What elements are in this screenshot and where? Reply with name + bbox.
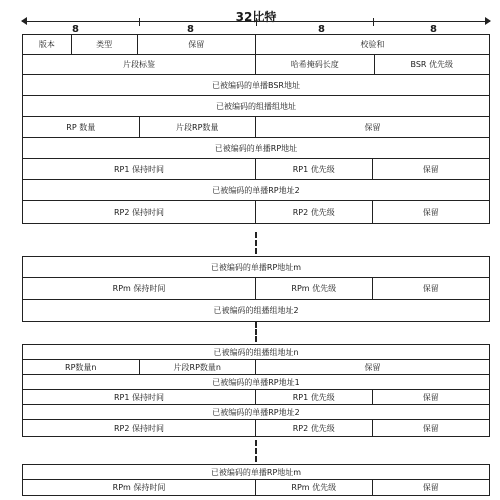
field-row <box>23 55 489 75</box>
field-rp-priority: RP1 优先级 <box>256 390 373 404</box>
field-rp-address: 已被编码的单播RP地址1 <box>212 377 300 387</box>
bit-count-3: 8 <box>318 24 325 35</box>
field-reserved: 保留 <box>364 122 381 132</box>
field-rp-holdtime: RPm 保持时间 <box>23 278 256 299</box>
field-rp-address: 已被编码的单播RP地址 <box>214 143 298 153</box>
field-reserved: 保留 <box>422 284 439 293</box>
field-row <box>23 159 489 180</box>
field-rp-holdtime: RPm 保持时间 <box>23 480 256 495</box>
field-rp-priority: RP1 优先级 <box>256 159 373 179</box>
field-bsr-priority: BSR 优先级 <box>410 60 454 69</box>
field-row <box>23 257 489 278</box>
field-version: 版本 <box>23 35 72 54</box>
continuation-dots <box>255 232 257 254</box>
field-reserved: 保留 <box>422 207 439 217</box>
field-rp-holdtime: RP1 保持时间 <box>23 159 256 179</box>
field-rp-address: 已被编码的单播RP地址m <box>210 467 302 477</box>
field-row <box>23 300 489 321</box>
field-row <box>23 345 489 360</box>
field-rp-priority: RPm 优先级 <box>256 480 373 495</box>
field-group-address: 已被编码的组播组地址2 <box>213 306 299 315</box>
field-rp-priority: RP2 优先级 <box>256 420 373 436</box>
field-row <box>23 117 489 138</box>
field-row <box>23 35 489 55</box>
width-title: 32比特 <box>235 10 277 24</box>
continuation-dots <box>255 440 257 462</box>
field-row <box>23 360 489 375</box>
field-fragment-tag: 片段标鉴 <box>23 55 256 74</box>
ruler-tick <box>139 18 140 26</box>
field-reserved: 保留 <box>422 483 439 492</box>
arrow-left-icon <box>21 17 27 25</box>
arrow-right-icon <box>485 17 491 25</box>
bit-count-4: 8 <box>430 24 437 35</box>
bit-count-2: 8 <box>187 24 194 35</box>
field-row <box>23 278 489 300</box>
field-group-address: 已被编码的组播组地址n <box>213 347 299 357</box>
field-row <box>23 480 489 495</box>
packet-section-groupn-tail <box>22 464 490 496</box>
field-rp-address: 已被编码的单播RP地址2 <box>212 407 300 417</box>
field-row <box>23 180 489 201</box>
field-checksum: 校验和 <box>360 40 385 49</box>
field-frag-rp-count: 片段RP数量 <box>140 117 257 137</box>
field-frag-rp-count: 片段RP数量n <box>140 360 257 374</box>
packet-section-main <box>22 34 490 224</box>
field-row <box>23 375 489 390</box>
field-reserved: 保留 <box>138 35 257 54</box>
field-row <box>23 201 489 223</box>
field-rp-address: 已被编码的单播RP地址2 <box>212 185 300 195</box>
field-row <box>23 465 489 480</box>
field-row <box>23 138 489 159</box>
field-type: 类型 <box>72 35 138 54</box>
field-reserved: 保留 <box>422 164 439 174</box>
field-row <box>23 405 489 420</box>
field-row <box>23 420 489 436</box>
ruler-tick <box>256 18 257 26</box>
packet-section-group1-tail <box>22 256 490 322</box>
field-rp-priority: RPm 优先级 <box>256 278 373 299</box>
field-rp-holdtime: RP2 保持时间 <box>23 420 256 436</box>
field-row <box>23 75 489 96</box>
field-hash-mask-length: 哈希掩码长度 <box>256 55 375 74</box>
field-row <box>23 390 489 405</box>
field-bsr-address: 已被编码的单播BSR地址 <box>212 80 300 90</box>
ruler-tick <box>373 18 374 26</box>
field-row <box>23 96 489 117</box>
field-rp-count: RP数量n <box>23 360 140 374</box>
field-reserved: 保留 <box>364 362 381 372</box>
continuation-dots <box>255 322 257 342</box>
field-rp-address: 已被编码的单播RP地址m <box>210 262 302 272</box>
bit-count-1: 8 <box>72 24 79 35</box>
field-rp-priority: RP2 优先级 <box>256 201 373 223</box>
field-rp-holdtime: RP1 保持时间 <box>23 390 256 404</box>
field-reserved: 保留 <box>422 423 439 433</box>
field-rp-holdtime: RP2 保持时间 <box>23 201 256 223</box>
field-group-address: 已被编码的组播组地址 <box>216 101 296 111</box>
field-reserved: 保留 <box>422 392 439 402</box>
packet-section-groupn <box>22 344 490 437</box>
field-rp-count: RP 数量 <box>23 117 140 137</box>
